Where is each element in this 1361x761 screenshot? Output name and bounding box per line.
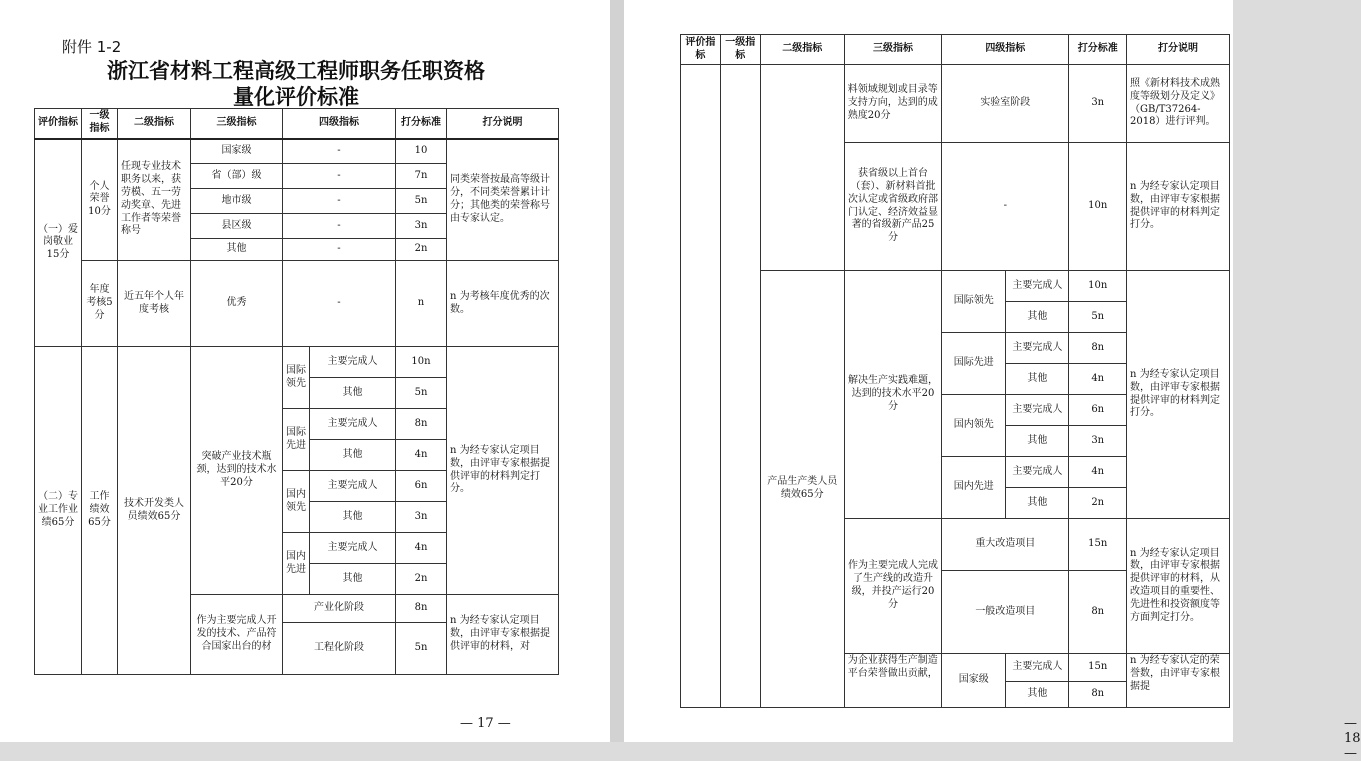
score-cell: 10n [396,347,447,378]
level3-cell: 省（部）级 [191,164,283,189]
score-cell: 6n [396,471,447,502]
header-score: 打分标准 [1069,35,1127,65]
level4-cell: - [283,189,396,214]
header-score: 打分标准 [396,109,447,139]
level4-cell: 一般改造项目 [942,571,1069,654]
score-cell: 8n [1069,682,1127,708]
level4-group-cell: 国际领先 [942,271,1006,333]
score-cell: 4n [1069,457,1127,488]
header-note: 打分说明 [1127,35,1230,65]
evaluation-table-left [34,108,559,675]
table-row [35,347,559,378]
level4-group-cell: 国内领先 [283,471,310,533]
level4-cell: 产业化阶段 [283,595,396,623]
table-row [35,139,559,164]
score-cell: n [396,261,447,347]
level3-cell: 作为主要完成人完成了生产线的改造升级，并投产运行20分 [844,519,941,654]
level4-group-cell: 国内先进 [942,457,1006,519]
document-title-line2: 量化评价标准 [233,84,359,109]
level4-role-cell: 主要完成人 [1006,457,1069,488]
score-cell: 4n [396,440,447,471]
score-cell: 8n [396,595,447,623]
table-row [35,261,559,347]
level2-cell [760,65,844,271]
level4-cell: - [283,261,396,347]
level4-cell: - [283,164,396,189]
level4-role-cell: 其他 [310,564,396,595]
level4-cell: - [283,214,396,239]
level3-cell: 作为主要完成人开发的技术、产品符合国家出台的材 [191,595,283,675]
header-level1: 一级指标 [82,109,118,139]
level4-cell: - [942,143,1069,271]
level4-group-cell: 国内领先 [942,395,1006,457]
score-cell: 10 [396,139,447,164]
level4-cell: 重大改造项目 [942,519,1069,571]
score-cell: 6n [1069,395,1127,426]
level3-cell: 解决生产实践难题，达到的技术水平20分 [844,271,941,519]
level4-role-cell: 主要完成人 [310,347,396,378]
score-cell: 10n [1069,143,1127,271]
level4-role-cell: 主要完成人 [310,533,396,564]
level4-role-cell: 其他 [1006,488,1069,519]
table-row [681,65,1230,143]
note-cell: n 为经专家认定项目数，由评审专家根据提供评审的材料判定打分。 [1127,143,1230,271]
header-level4: 四级指标 [283,109,396,139]
level4-role-cell: 其他 [1006,302,1069,333]
right-page [624,0,1361,761]
note-cell: n 为经专家认定项目数，由评审专家根据提供评审的材料，对 [447,595,559,675]
level4-cell: 工程化阶段 [283,623,396,675]
level1-cell: 工作绩效65分 [82,347,118,675]
note-cell: n 为经专家认定项目数，由评审专家根据提供评审的材料判定打分。 [1127,271,1230,519]
level4-role-cell: 其他 [310,502,396,533]
level3-cell: 优秀 [191,261,283,347]
level4-role-cell: 其他 [1006,682,1069,708]
eval-category-cell: （一）爱岗敬业15分 [35,139,82,347]
header-level1: 一级指标 [720,35,760,65]
score-cell: 10n [1069,271,1127,302]
page-gutter [610,0,624,742]
level4-group-cell: 国家级 [942,654,1006,708]
score-cell: 2n [396,239,447,261]
level4-group-cell: 国际先进 [942,333,1006,395]
level4-role-cell: 其他 [310,378,396,409]
annex-label: 附件 1-2 [62,38,122,56]
score-cell: 3n [1069,65,1127,143]
note-cell: 同类荣誉按最高等级计分，不同类荣誉累计计分；其他类的荣誉称号由专家认定。 [447,139,559,261]
note-cell: n 为考核年度优秀的次数。 [447,261,559,347]
header-eval: 评价指标 [35,109,82,139]
level4-role-cell: 主要完成人 [1006,271,1069,302]
score-cell: 5n [396,189,447,214]
score-cell: 4n [1069,364,1127,395]
document-title-line1: 浙江省材料工程高级工程师职务任职资格 [107,58,485,83]
level2-cell: 任现专业技术职务以来，获劳模、五一劳动奖章、先进工作者等荣誉称号 [118,139,191,261]
score-cell: 5n [1069,302,1127,333]
header-note: 打分说明 [447,109,559,139]
level2-cell: 产品生产类人员绩效65分 [760,271,844,708]
level3-cell: 县区级 [191,214,283,239]
score-cell: 15n [1069,519,1127,571]
eval-category-cell [681,65,721,708]
level3-cell: 地市级 [191,189,283,214]
header-eval: 评价指标 [681,35,721,65]
page-number: — 18 — [1344,716,1361,761]
left-page [0,0,610,742]
level3-cell: 为企业获得生产制造平台荣誉做出贡献， [844,654,941,708]
level4-role-cell: 主要完成人 [310,471,396,502]
note-cell: n 为经专家认定项目数，由评审专家根据提供评审的材料，从改造项目的重要性、先进性和投资额度等方面判定打分。 [1127,519,1230,654]
level4-cell: - [283,239,396,261]
eval-category-cell: （二）专业工作业绩65分 [35,347,82,675]
level4-group-cell: 国内先进 [283,533,310,595]
score-cell: 2n [1069,488,1127,519]
score-cell: 8n [1069,571,1127,654]
level1-cell: 年度考核5分 [82,261,118,347]
level3-cell: 突破产业技术瓶颈，达到的技术水平20分 [191,347,283,595]
header-level3: 三级指标 [844,35,941,65]
score-cell: 4n [396,533,447,564]
level4-role-cell: 主要完成人 [310,409,396,440]
level3-cell: 获省级以上首台（套）、新材料首批次认定或省级政府部门认定、经济效益显著的省级新产品25分 [844,143,941,271]
score-cell: 8n [1069,333,1127,364]
level3-cell: 其他 [191,239,283,261]
level4-role-cell: 其他 [1006,364,1069,395]
level4-group-cell: 国际领先 [283,347,310,409]
level1-cell: 个人荣誉10分 [82,139,118,261]
note-cell: 照《新材料技术成熟度等级划分及定义》（GB/T37264-2018）进行评判。 [1127,65,1230,143]
header-level2: 二级指标 [118,109,191,139]
level4-cell: 实验室阶段 [942,65,1069,143]
table-row [681,271,1230,302]
header-level2: 二级指标 [760,35,844,65]
level3-cell: 料领域规划或目录等支持方向，达到的成熟度20分 [844,65,941,143]
level4-role-cell: 其他 [310,440,396,471]
score-cell: 8n [396,409,447,440]
header-level4: 四级指标 [942,35,1069,65]
level3-cell: 国家级 [191,139,283,164]
evaluation-table-right [680,34,1230,708]
score-cell: 7n [396,164,447,189]
level2-cell: 技术开发类人员绩效65分 [118,347,191,675]
score-cell: 3n [1069,426,1127,457]
score-cell: 3n [396,502,447,533]
header-level3: 三级指标 [191,109,283,139]
score-cell: 5n [396,623,447,675]
level1-cell [720,65,760,708]
level4-role-cell: 主要完成人 [1006,333,1069,364]
note-cell: n 为经专家认定项目数，由评审专家根据提供评审的材料判定打分。 [447,347,559,595]
level2-cell: 近五年个人年度考核 [118,261,191,347]
level4-role-cell: 主要完成人 [1006,654,1069,682]
score-cell: 3n [396,214,447,239]
level4-role-cell: 其他 [1006,426,1069,457]
level4-cell: - [283,139,396,164]
score-cell: 5n [396,378,447,409]
note-cell: n 为经专家认定的荣誉数，由评审专家根据提 [1127,654,1230,708]
page-number: — 17 — [460,716,511,731]
score-cell: 15n [1069,654,1127,682]
level4-role-cell: 主要完成人 [1006,395,1069,426]
level4-group-cell: 国际先进 [283,409,310,471]
score-cell: 2n [396,564,447,595]
